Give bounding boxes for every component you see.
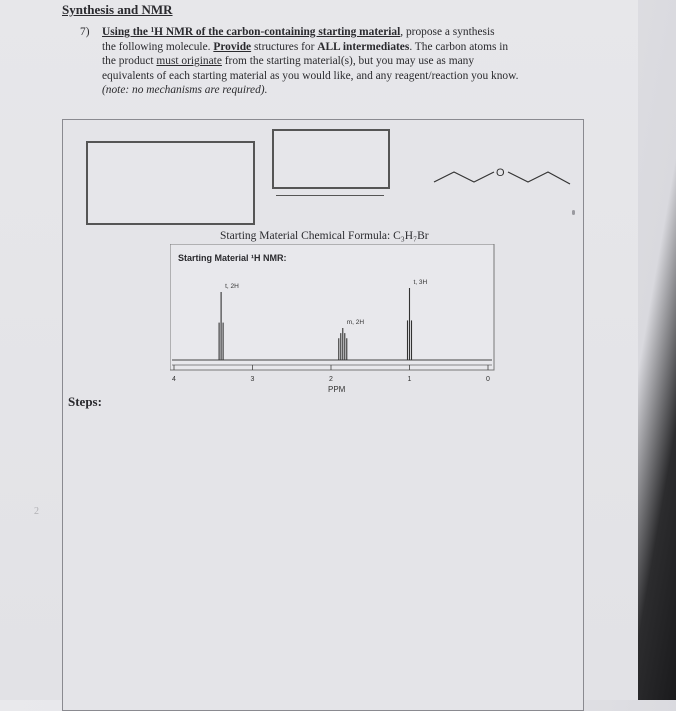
question-7: [80, 25, 640, 98]
nmr-peak-label: t, 2H: [225, 283, 239, 290]
nmr-tick-label: 4: [172, 376, 176, 383]
answer-box-1[interactable]: [86, 141, 255, 225]
question-emphasis: Provide: [213, 40, 252, 53]
question-fragment: the following molecule.: [102, 40, 214, 53]
nmr-tick-label: 2: [329, 376, 333, 383]
reaction-arrow-line: [276, 195, 384, 196]
question-fragment: equivalents of each starting material as you would like, and any reagent/reaction you know.: [102, 69, 519, 82]
nmr-peak-label: m, 2H: [346, 319, 365, 326]
nmr-tick-label: 0: [486, 376, 490, 383]
product-structure-icon: [430, 154, 580, 194]
pen-mark: [572, 210, 575, 215]
section-title: Synthesis and NMR: [62, 2, 173, 17]
nmr-peak-label: t, 3H: [413, 279, 428, 286]
nmr-tick-label: 1: [407, 376, 412, 383]
question-fragment: structures for: [251, 40, 318, 53]
nmr-spectrum: [170, 244, 500, 394]
steps-label: Steps:: [68, 394, 102, 409]
nmr-tick-label: 3: [250, 376, 255, 383]
question-number: 7): [80, 26, 90, 38]
question-fragment: the product: [102, 55, 157, 68]
question-emphasis: ALL intermediates: [317, 40, 410, 53]
question-emphasis: Using the ¹H NMR of the carbon-containing starting material: [102, 26, 401, 38]
nmr-title: Starting Material ¹H NMR:: [178, 253, 287, 263]
question-text: [102, 25, 640, 98]
question-fragment: , propose a synthesis: [400, 26, 495, 38]
question-note: (note: no mechanisms are required).: [102, 84, 268, 97]
question-fragment: from the starting material(s), but you may use as many: [221, 55, 475, 68]
nmr-axis-label: PPM: [328, 385, 346, 394]
starting-material-formula: Starting Material Chemical Formula: C₃H₇Br: [220, 230, 429, 242]
question-fragment: . The carbon atoms in: [409, 40, 509, 53]
product-bond-left: [434, 172, 494, 182]
product-bond-right: [508, 172, 570, 184]
answer-box-2[interactable]: [272, 129, 390, 189]
question-emphasis: must originate: [156, 55, 222, 68]
margin-mark: 2: [34, 506, 39, 517]
product-oxygen-label: O: [496, 167, 505, 179]
